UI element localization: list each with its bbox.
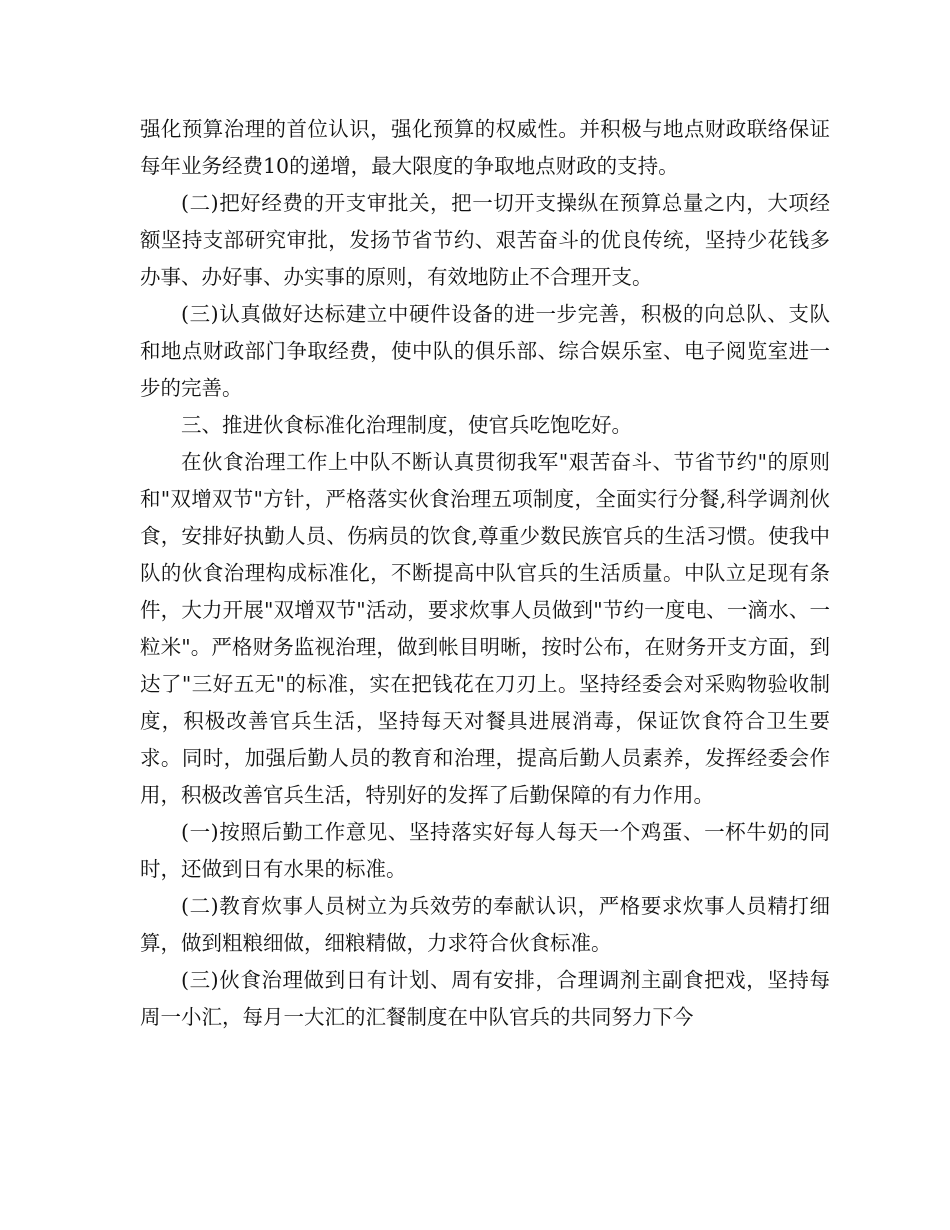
document-page <box>140 111 830 1036</box>
paragraph-hardware-improvement: (三)认真做好达标建立中硬件设备的进一步完善，积极的向总队、支队和地点财政部门争取经费，使中队的俱乐部、综合娱乐室、电子阅览室进一步的完善。 <box>140 302 830 400</box>
paragraph-cook-education: (二)教育炊事人员树立为兵效劳的奉献认识，严格要求炊事人员精打细算，做到粗粮细做，细粮精做，力求符合伙食标准。 <box>140 894 830 955</box>
paragraph-meal-planning: (三)伙食治理做到日有计划、周有安排，合理调剂主副食把戏，坚持每周一小汇，每月一大汇的汇餐制度在中队官兵的共同努力下今 <box>140 968 830 1029</box>
paragraph-egg-milk-fruit: (一)按照后勤工作意见、坚持落实好每人每天一个鸡蛋、一杯牛奶的同时，还做到日有水果的标准。 <box>140 820 830 881</box>
paragraph-budget-authority: 强化预算治理的首位认识，强化预算的权威性。并积极与地点财政联络保证每年业务经费10的递增，最大限度的争取地点财政的支持。 <box>140 117 830 178</box>
section-heading-food-management: 三、推进伙食标准化治理制度，使官兵吃饱吃好。 <box>181 413 632 437</box>
paragraph-food-management: 在伙食治理工作上中队不断认真贯彻我军"艰苦奋斗、节省节约"的原则和"双增双节"方针，严格落实伙食治理五项制度，全面实行分餐,科学调剂伙食，安排好执勤人员、伤病员的饮食,尊重少数民族官兵的生活习惯。使我中队的伙食治理构成标准化，不断提高中队官兵的生活质量。中队立足现有条件，大力开展"双增双节"活动，要求炊事人员做到"节约一度电、一滴水、一粒米"。严格财务监视治理，做到帐目明晰，按时公布，在财务开支方面，到达了"三好五无"的标准，实在把钱花在刀刃上。坚持经委会对采购物验收制度，积极改善官兵生活，坚持每天对餐具进展消毒，保证饮食符合卫生要求。同时，加强后勤人员的教育和治理，提高后勤人员素养，发挥经委会作用，积极改善官兵生活，特别好的发挥了后勤保障的有力作用。 <box>140 450 830 807</box>
paragraph-expense-approval: (二)把好经费的开支审批关，把一切开支操纵在预算总量之内，大项经额坚持支部研究审批，发扬节省节约、艰苦奋斗的优良传统，坚持少花钱多办事、办好事、办实事的原则，有效地防止不合理开支。 <box>140 191 830 289</box>
